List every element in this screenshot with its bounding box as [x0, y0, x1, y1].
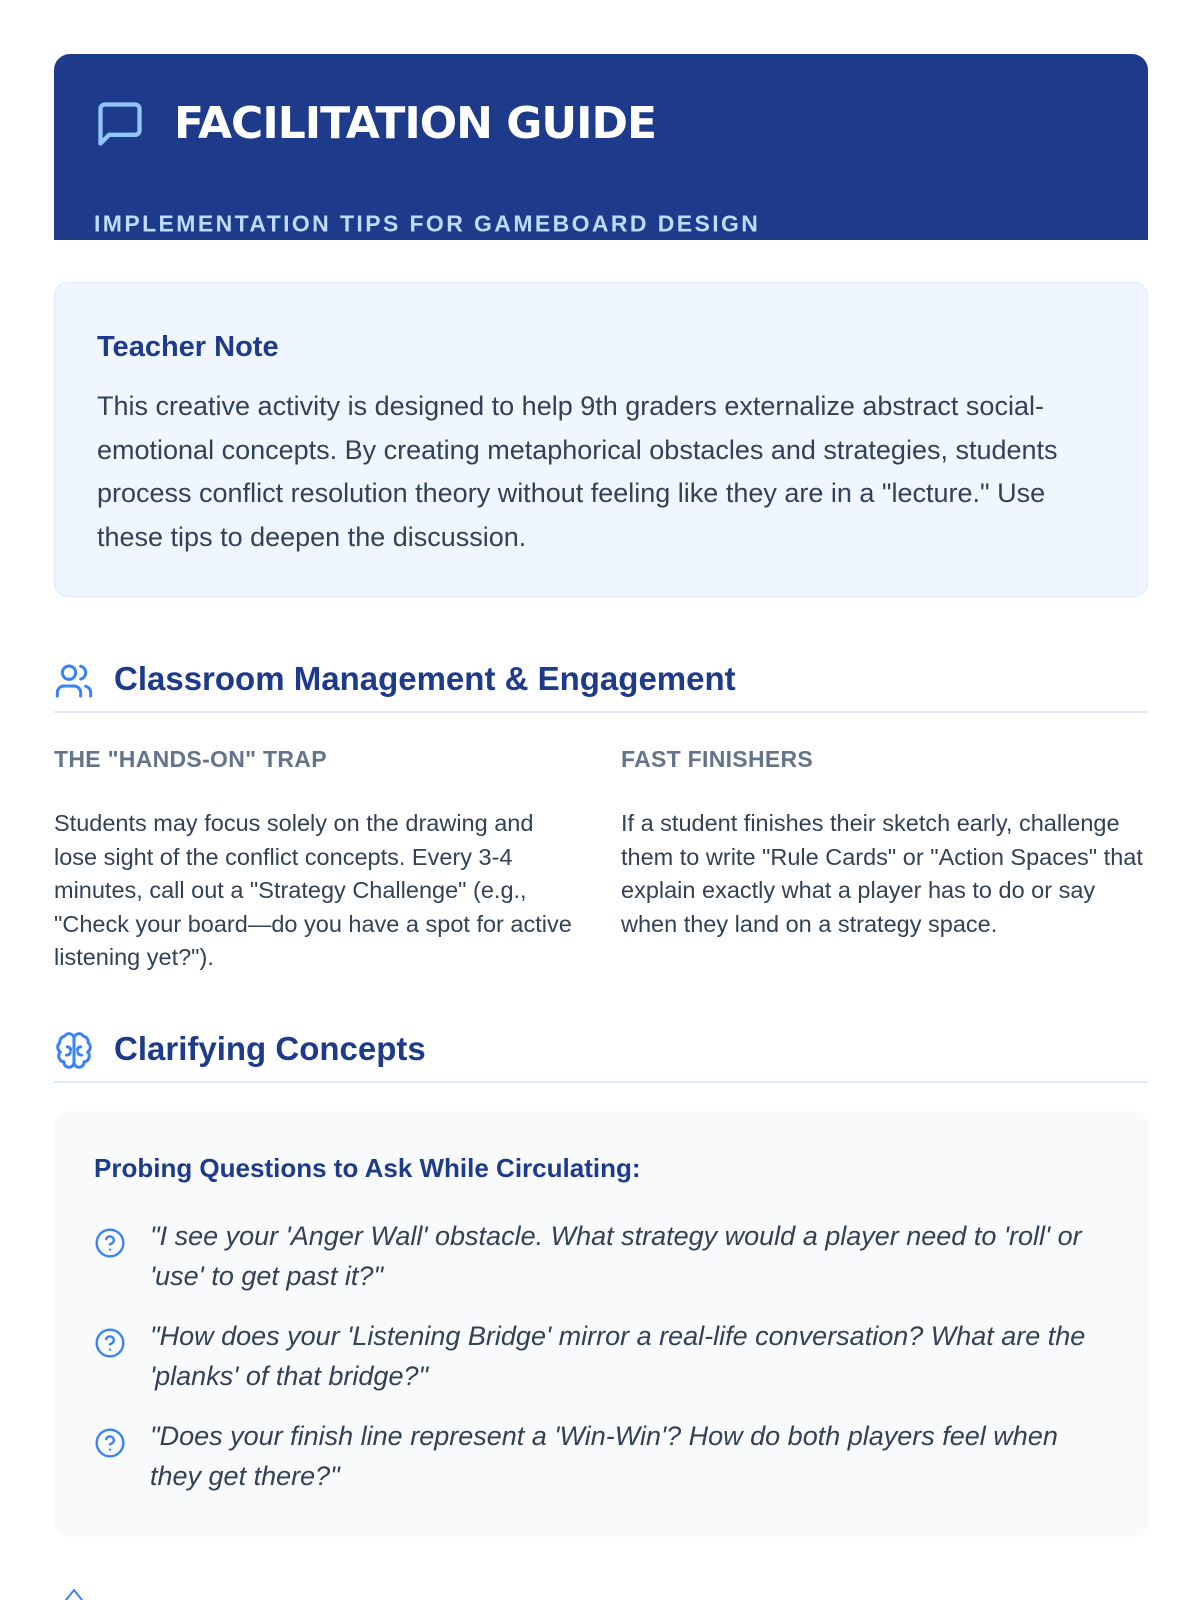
teacher-note-card [54, 282, 1148, 597]
probing-questions-title: Probing Questions to Ask While Circulating: [94, 1153, 641, 1183]
tip-body: Students may focus solely on the drawing and lose sight of the conflict concepts. Every 3-4 minutes, call out a "Strategy Challenge" (e.g., "Check your board—do you have a spot for active listening yet?"). [54, 810, 572, 970]
chat-bubble-icon [94, 98, 146, 150]
help-circle-icon [94, 1427, 126, 1459]
list-item [94, 1416, 1114, 1516]
section-classroom-header [54, 653, 1148, 713]
list-item [94, 1316, 1114, 1416]
probing-questions-box [54, 1111, 1148, 1537]
next-section-icon [62, 1588, 86, 1600]
help-circle-icon [94, 1327, 126, 1359]
header-banner [54, 54, 1148, 240]
tip-heading: FAST FINISHERS [621, 746, 814, 772]
header-title-row [94, 98, 656, 150]
question-text: "I see your 'Anger Wall' obstacle. What strategy would a player need to 'roll' or 'use' to get past it?" [150, 1221, 1082, 1291]
users-icon [54, 661, 94, 701]
tip-column-hands-on [54, 745, 579, 975]
question-text: "Does your finish line represent a 'Win-Win'? How do both players feel when they get there?" [150, 1421, 1058, 1491]
teacher-note-title: Teacher Note [97, 331, 279, 363]
section-concepts-header [54, 1023, 1148, 1083]
question-list [94, 1216, 1114, 1516]
list-item [94, 1216, 1114, 1316]
page-title: FACILITATION GUIDE [174, 98, 657, 149]
tip-body: If a student finishes their sketch early, challenge them to write "Rule Cards" or "Action Spaces" that explain exactly what a player has to do or say when they land on a strategy space. [621, 810, 1143, 937]
teacher-note-body: This creative activity is designed to help 9th graders externalize abstract social-emotional concepts. By creating metaphorical obstacles and strategies, students process conflict resolution theory without feeling like they are in a "lecture." Use these tips to deepen the discussion. [97, 391, 1058, 552]
question-text: "How does your 'Listening Bridge' mirror a real-life conversation? What are the 'planks' of that bridge?" [150, 1321, 1086, 1391]
tip-heading: THE "HANDS-ON" TRAP [54, 746, 327, 772]
page-subtitle: IMPLEMENTATION TIPS FOR GAMEBOARD DESIGN [94, 210, 761, 237]
help-circle-icon [94, 1227, 126, 1259]
section-classroom-title: Classroom Management & Engagement [114, 660, 736, 697]
section-concepts-title: Clarifying Concepts [114, 1030, 426, 1067]
tip-column-fast-finishers [621, 745, 1146, 941]
brain-icon [54, 1031, 94, 1071]
